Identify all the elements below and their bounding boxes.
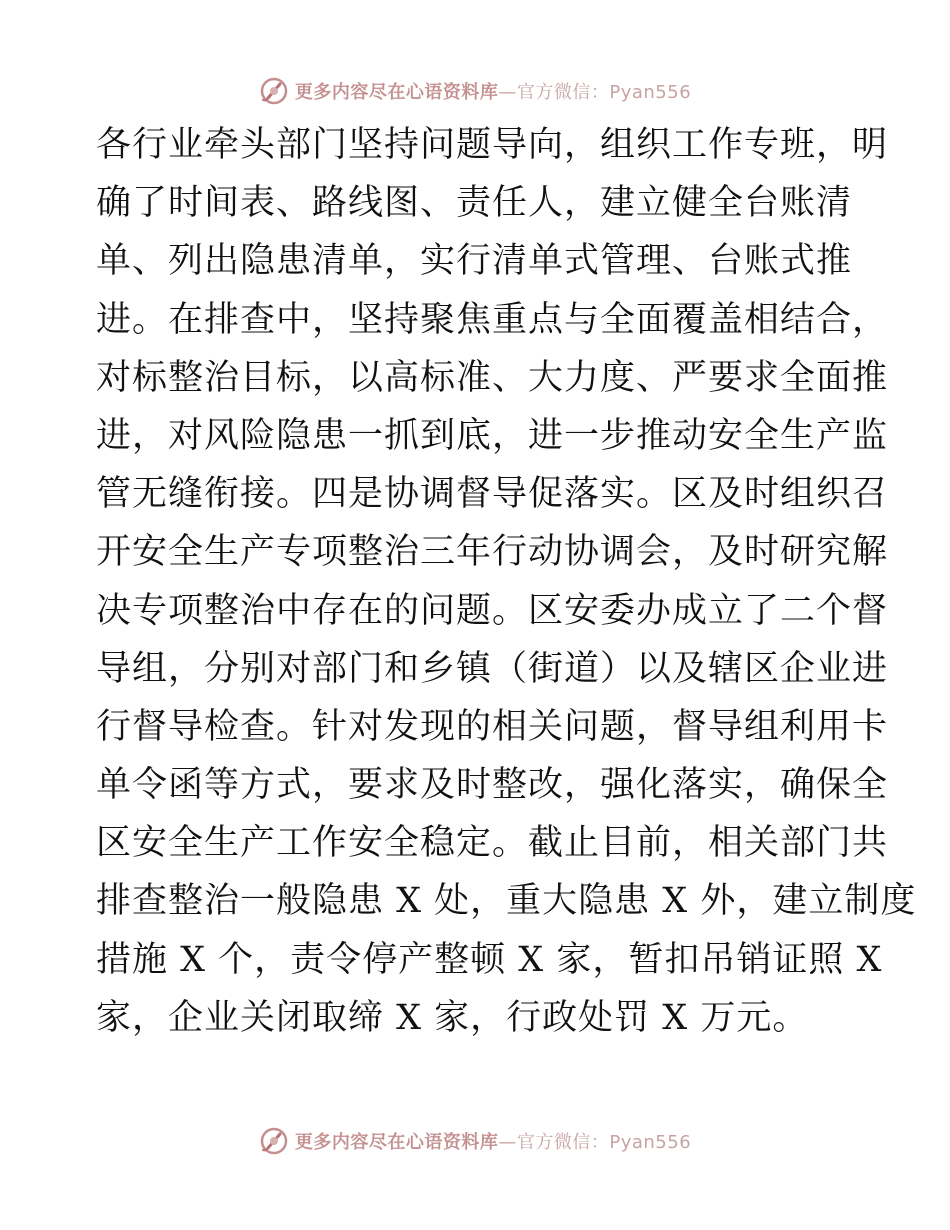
text-line: 进，对风险隐患一抓到底，进一步推动安全生产监	[96, 415, 889, 456]
watermark-text: 更多内容尽在心语资料库—官方微信：Pyan556	[294, 82, 692, 103]
text-line: 决专项整治中存在的问题。区安委办成立了二个督	[96, 590, 889, 631]
brush-circle-logo-icon	[259, 76, 289, 106]
text-line: 排查整治一般隐患 X 处，重大隐患 X 外，建立制度	[96, 881, 917, 922]
text-line: 单、列出隐患清单，实行清单式管理、台账式推	[96, 241, 853, 282]
brush-circle-logo-icon	[259, 1126, 289, 1156]
text-line: 区安全生产工作安全稳定。截止目前，相关部门共	[96, 823, 889, 864]
text-line: 进。在排查中，坚持聚焦重点与全面覆盖相结合，	[96, 299, 889, 340]
text-line: 对标整治目标，以高标准、大力度、严要求全面推	[96, 357, 889, 398]
text-line: 各行业牵头部门坚持问题导向，组织工作专班，明	[96, 125, 889, 165]
text-line: 导组，分别对部门和乡镇（街道）以及辖区企业进	[96, 648, 889, 689]
text-line: 行督导检查。针对发现的相关问题，督导组利用卡	[96, 706, 889, 747]
watermark-text: 更多内容尽在心语资料库—官方微信：Pyan556	[294, 1132, 692, 1153]
header-watermark	[0, 74, 950, 108]
text-line: 确了时间表、路线图、责任人，建立健全台账清	[96, 183, 853, 224]
text-line: 管无缝衔接。四是协调督导促落实。区及时组织召	[96, 474, 889, 515]
footer-watermark	[0, 1124, 950, 1158]
document-body	[96, 116, 917, 1047]
text-line: 家，企业关闭取缔 X 家，行政处罚 X 万元。	[96, 997, 809, 1038]
text-line: 单令函等方式，要求及时整改，强化落实，确保全	[96, 765, 889, 806]
text-line: 措施 X 个，责令停产整顿 X 家，暂扣吊销证照 X	[96, 939, 883, 980]
text-line: 开安全生产专项整治三年行动协调会，及时研究解	[96, 532, 889, 573]
